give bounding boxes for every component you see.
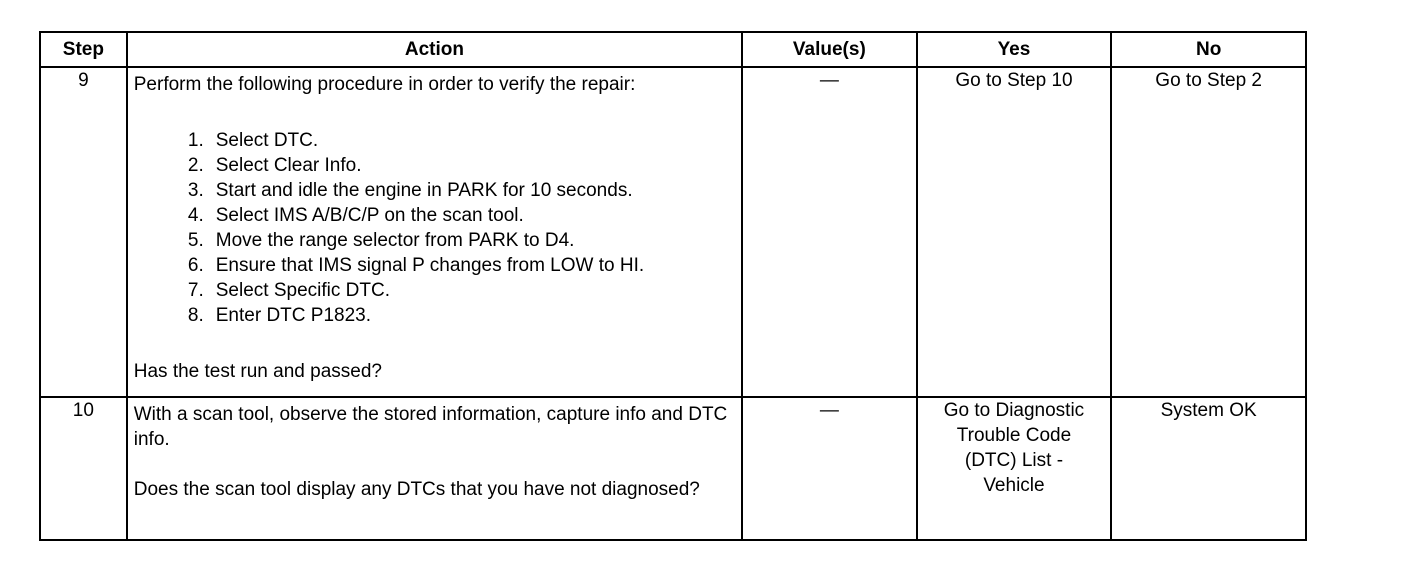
yes-line: Go to Diagnostic (943, 400, 1085, 421)
list-item (134, 178, 735, 203)
yes-line: Trouble Code (956, 425, 1072, 446)
step-number: 9 (40, 67, 127, 397)
list-item (134, 153, 735, 178)
list-item (134, 303, 735, 328)
procedure-list (134, 128, 735, 328)
list-item-number: 8. (187, 305, 204, 326)
spacer (134, 452, 735, 477)
list-item-text: Start and idle the engine in PARK for 10 seconds. (215, 180, 633, 201)
yes-line: (DTC) List - (964, 450, 1064, 471)
list-item (134, 128, 735, 153)
header-values: Value(s) (742, 32, 917, 67)
list-item-number: 4. (187, 205, 204, 226)
list-item-number: 2. (187, 155, 204, 176)
header-action: Action (127, 32, 742, 67)
action-cell (127, 67, 742, 397)
action-intro: With a scan tool, observe the stored information, capture info and DTC info. (133, 404, 728, 450)
list-item-number: 1. (187, 130, 204, 151)
list-item-text: Select DTC. (215, 130, 319, 151)
list-item-number: 7. (187, 280, 204, 301)
list-item (134, 203, 735, 228)
list-item (134, 253, 735, 278)
list-item-number: 6. (187, 255, 204, 276)
list-item (134, 278, 735, 303)
list-item-number: 5. (187, 230, 204, 251)
yes-cell (917, 397, 1112, 540)
action-question: Does the scan tool display any DTCs that you have not diagnosed? (133, 479, 700, 500)
action-cell (127, 397, 742, 540)
action-intro: Perform the following procedure in order to verify the repair: (133, 74, 636, 95)
list-item-text: Select Specific DTC. (215, 280, 390, 301)
value-cell: — (742, 397, 917, 540)
table-row-step-10 (40, 397, 1306, 540)
no-cell: System OK (1111, 397, 1306, 540)
header-row (40, 32, 1306, 67)
list-item (134, 228, 735, 253)
action-question: Has the test run and passed? (133, 361, 382, 382)
no-cell: Go to Step 2 (1111, 67, 1306, 397)
diagnostic-table (39, 31, 1307, 541)
header-no: No (1111, 32, 1306, 67)
list-item-text: Enter DTC P1823. (215, 305, 371, 326)
list-item-text: Select Clear Info. (215, 155, 362, 176)
header-step: Step (40, 32, 127, 67)
yes-cell: Go to Step 10 (917, 67, 1112, 397)
list-item-text: Select IMS A/B/C/P on the scan tool. (215, 205, 524, 226)
table-row-step-9 (40, 67, 1306, 397)
step-number: 10 (40, 397, 127, 540)
list-item-text: Move the range selector from PARK to D4. (215, 230, 575, 251)
value-cell: — (742, 67, 917, 397)
list-item-number: 3. (187, 180, 204, 201)
header-yes: Yes (917, 32, 1112, 67)
yes-line: Vehicle (983, 475, 1045, 496)
list-item-text: Ensure that IMS signal P changes from LOW to HI. (215, 255, 645, 276)
